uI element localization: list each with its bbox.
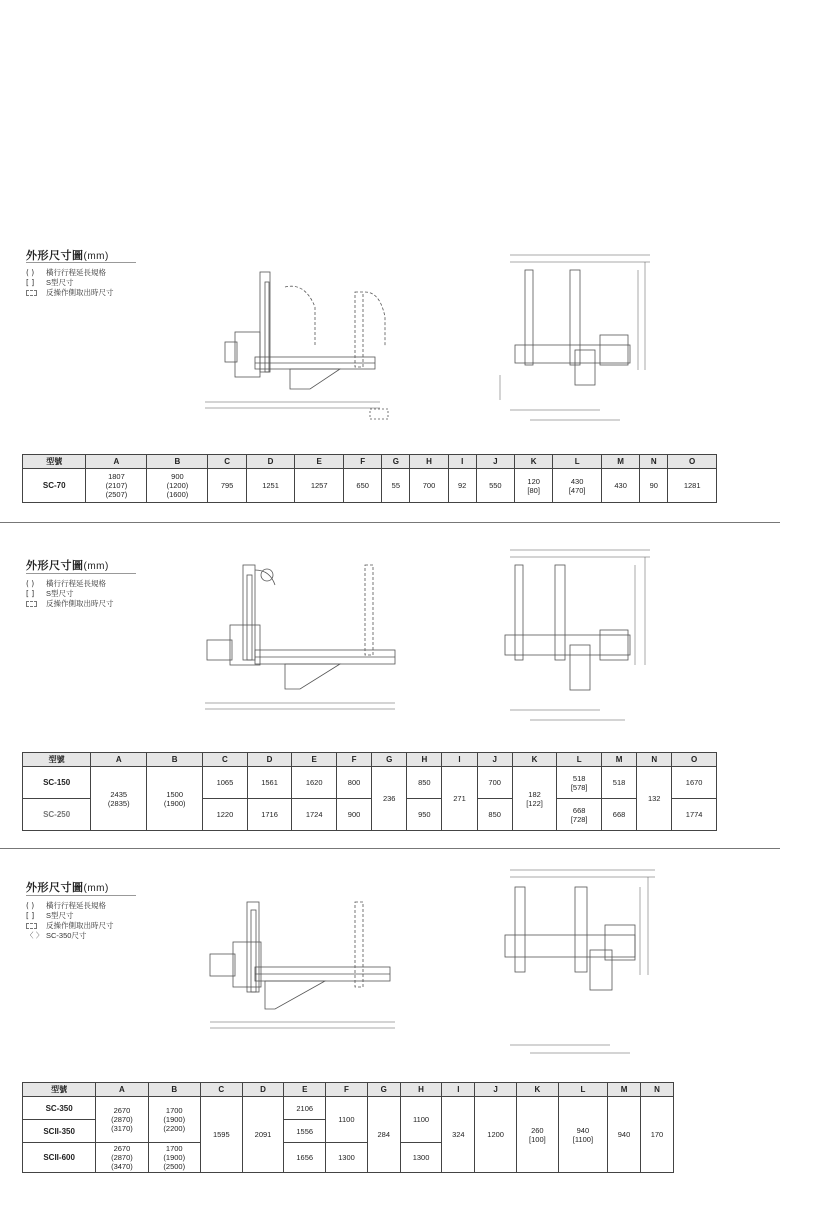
section-1-legend: ( ) 橫行行程延長規格 [ ] S型尺寸 反操作側取出時尺寸 bbox=[26, 268, 114, 297]
side-view-drawing-1 bbox=[195, 262, 395, 427]
front-view-drawing-1 bbox=[490, 250, 660, 430]
table-row: SC-150 2435 (2835) 1500 (1900) 1065 1561 1620 800 236 850 271 700 182 [122] 518 [578] 518 132 1670 bbox=[23, 767, 717, 799]
section-divider bbox=[0, 848, 780, 849]
dashed-box-icon bbox=[26, 601, 37, 607]
title-rule bbox=[26, 262, 136, 263]
section-divider bbox=[0, 522, 780, 523]
front-view-drawing-2 bbox=[490, 545, 660, 730]
section-1-title: 外形尺寸圖(mm) bbox=[26, 250, 109, 262]
table-row: SC-350 2670 (2870) (3170) 1700 (1900) (2200) 1595 2091 2106 1100 284 1100 324 1200 260 [100] 940 [1100] 940 170 bbox=[23, 1097, 674, 1120]
section-3-legend: ( ) 橫行行程延長規格 [ ] S型尺寸 反操作側取出時尺寸 〈 〉 SC-350尺寸 bbox=[26, 901, 114, 940]
title-rule bbox=[26, 573, 136, 574]
dashed-box-icon bbox=[26, 923, 37, 929]
section-3-title: 外形尺寸圖(mm) bbox=[26, 882, 109, 894]
section-2-title: 外形尺寸圖(mm) bbox=[26, 560, 109, 572]
title-rule bbox=[26, 895, 136, 896]
side-view-drawing-2 bbox=[195, 555, 410, 720]
spec-table-2: 型號 A B C D E F G H I J K L M N O SC-150 2435 (2835) 1500 (1900) 1065 1561 1620 800 236 850 271 700 182 [122] 518 [578] 518 132 1670 SC-250 1220 1716 1724 900 950 850 668 [728] 668 1774 bbox=[22, 752, 717, 831]
section-2-legend: ( ) 橫行行程延長規格 [ ] S型尺寸 反操作側取出時尺寸 bbox=[26, 579, 114, 608]
side-view-drawing-3 bbox=[195, 892, 405, 1047]
table-row: SC-250 1220 1716 1724 900 950 850 668 [728] 668 1774 bbox=[23, 799, 717, 831]
table-row: SCII-600 2670 (2870) (3470) 1700 (1900) (2500) 1656 1300 1300 bbox=[23, 1143, 674, 1173]
spec-table-1: 型號 A B C D E F G H I J K L M N O SC-70 1807 (2107) (2507) 900 (1200) (1600) 795 1251 1257 650 55 700 92 550 120 [80] 430 [470] 430 90 1281 bbox=[22, 454, 717, 503]
table-row: SCII-350 1556 bbox=[23, 1120, 674, 1143]
front-view-drawing-3 bbox=[490, 865, 665, 1060]
spec-table-3: 型號 A B C D E F G H I J K L M N SC-350 2670 (2870) (3170) 1700 (1900) (2200) 1595 2091 2106 1100 284 1100 324 1200 260 [100] 940 [1100] 940 170 SCII-350 1556 SCII-600 2670 (2870) (3470) 1700 (1900) (2500) 1656 1300 1300 bbox=[22, 1082, 674, 1173]
table-row: SC-70 1807 (2107) (2507) 900 (1200) (1600) 795 1251 1257 650 55 700 92 550 120 [80] 430 [470] 430 90 1281 bbox=[23, 469, 717, 503]
dashed-box-icon bbox=[26, 290, 37, 296]
